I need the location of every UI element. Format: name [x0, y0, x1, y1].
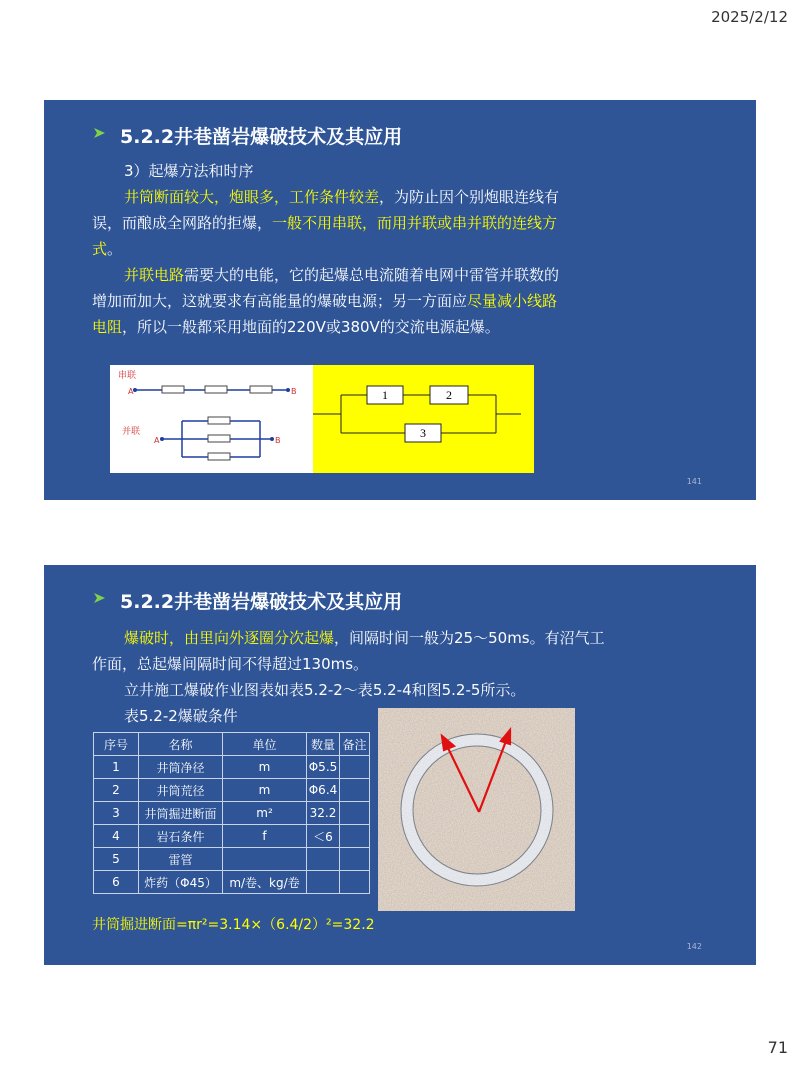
page-date: 2025/2/12	[711, 8, 788, 26]
slide-141	[44, 100, 756, 500]
table-caption: 表5.2-2爆破条件	[124, 707, 238, 725]
table-cell: Φ6.4	[307, 779, 340, 802]
blasting-conditions-table	[93, 732, 370, 894]
node-a2-label: A	[154, 436, 160, 445]
slide-title: 5.2.2井巷凿岩爆破技术及其应用	[120, 591, 403, 613]
paragraph-1: 井筒断面较大，炮眼多，工作条件较差，为防止因个别炮眼连线有误，而酿成全网路的拒爆，一般不用串联，而用并联或串并联的连线方式。	[92, 188, 560, 258]
table-cell: 1	[94, 756, 139, 779]
table-cell: m/卷、kg/卷	[223, 871, 307, 894]
table-row	[94, 779, 370, 802]
resistor-2-label: 2	[446, 388, 452, 402]
wiring-diagram	[110, 365, 534, 473]
paragraph-2: 并联电路需要大的电能，它的起爆总电流随着电网中雷管并联数的增加而加大，这就要求有高能量的爆破电源；另一方面应尽量减小线路电阻，所以一般都采用地面的220V或380V的交流电源起爆。	[92, 266, 560, 336]
cross-section-formula: 井筒掘进断面=πr²=3.14×（6.4/2）²=32.2	[92, 917, 375, 933]
table-header-cell: 备注	[340, 733, 370, 756]
table-cell	[340, 848, 370, 871]
node-a-label: A	[128, 387, 134, 396]
table-cell	[223, 848, 307, 871]
table-cell: 炸药（Φ45）	[139, 871, 223, 894]
slide-142	[44, 565, 756, 965]
table-header-cell: 数量	[307, 733, 340, 756]
mixed-circuit-diagram	[313, 365, 534, 473]
resistor-1-label: 1	[382, 388, 388, 402]
slide-title: 5.2.2井巷凿岩爆破技术及其应用	[120, 126, 403, 148]
table-header-row	[94, 733, 370, 756]
table-row	[94, 848, 370, 871]
table-cell: 井筒荒径	[139, 779, 223, 802]
table-cell: m	[223, 779, 307, 802]
table-cell	[340, 779, 370, 802]
paragraph-2: 立井施工爆破作业图表如表5.2-2～表5.2-4和图5.2-5所示。	[124, 681, 526, 699]
resistor-3-label: 3	[420, 426, 426, 440]
node-b2-label: B	[275, 436, 281, 445]
table-header-cell: 名称	[139, 733, 223, 756]
table-row	[94, 871, 370, 894]
shaft-cross-section-image	[378, 708, 575, 911]
table-cell	[340, 802, 370, 825]
table-row	[94, 756, 370, 779]
arrow-bullet-icon	[94, 127, 106, 139]
table-cell	[307, 871, 340, 894]
table-cell: 3	[94, 802, 139, 825]
table-header-cell: 单位	[223, 733, 307, 756]
table-cell: 井筒掘进断面	[139, 802, 223, 825]
node-b-label: B	[291, 387, 297, 396]
subheading: 3）起爆方法和时序	[124, 162, 254, 180]
paragraph-1: 爆破时，由里向外逐圈分次起爆，间隔时间一般为25～50ms。有沼气工作面，总起爆间隔时间不得超过130ms。	[92, 629, 605, 673]
table-cell: 6	[94, 871, 139, 894]
slide-number: 142	[686, 942, 702, 951]
table-cell: Φ5.5	[307, 756, 340, 779]
table-cell: m²	[223, 802, 307, 825]
arrow-bullet-icon	[94, 592, 106, 604]
table-cell	[340, 825, 370, 848]
table-cell: 5	[94, 848, 139, 871]
table-cell: m	[223, 756, 307, 779]
series-label: 串联	[118, 371, 137, 381]
table-cell: 4	[94, 825, 139, 848]
table-cell	[307, 848, 340, 871]
table-header-cell: 序号	[94, 733, 139, 756]
table-cell	[340, 871, 370, 894]
table-cell	[340, 756, 370, 779]
table-cell: 2	[94, 779, 139, 802]
table-row	[94, 825, 370, 848]
table-cell: ＜6	[307, 825, 340, 848]
table-cell: 32.2	[307, 802, 340, 825]
table-cell: f	[223, 825, 307, 848]
table-cell: 井筒净径	[139, 756, 223, 779]
table-cell: 岩石条件	[139, 825, 223, 848]
series-parallel-diagram	[110, 365, 313, 473]
parallel-label: 并联	[122, 427, 141, 437]
slide-number: 141	[686, 477, 702, 486]
table-row	[94, 802, 370, 825]
page-number: 71	[767, 1038, 788, 1057]
table-cell: 雷管	[139, 848, 223, 871]
